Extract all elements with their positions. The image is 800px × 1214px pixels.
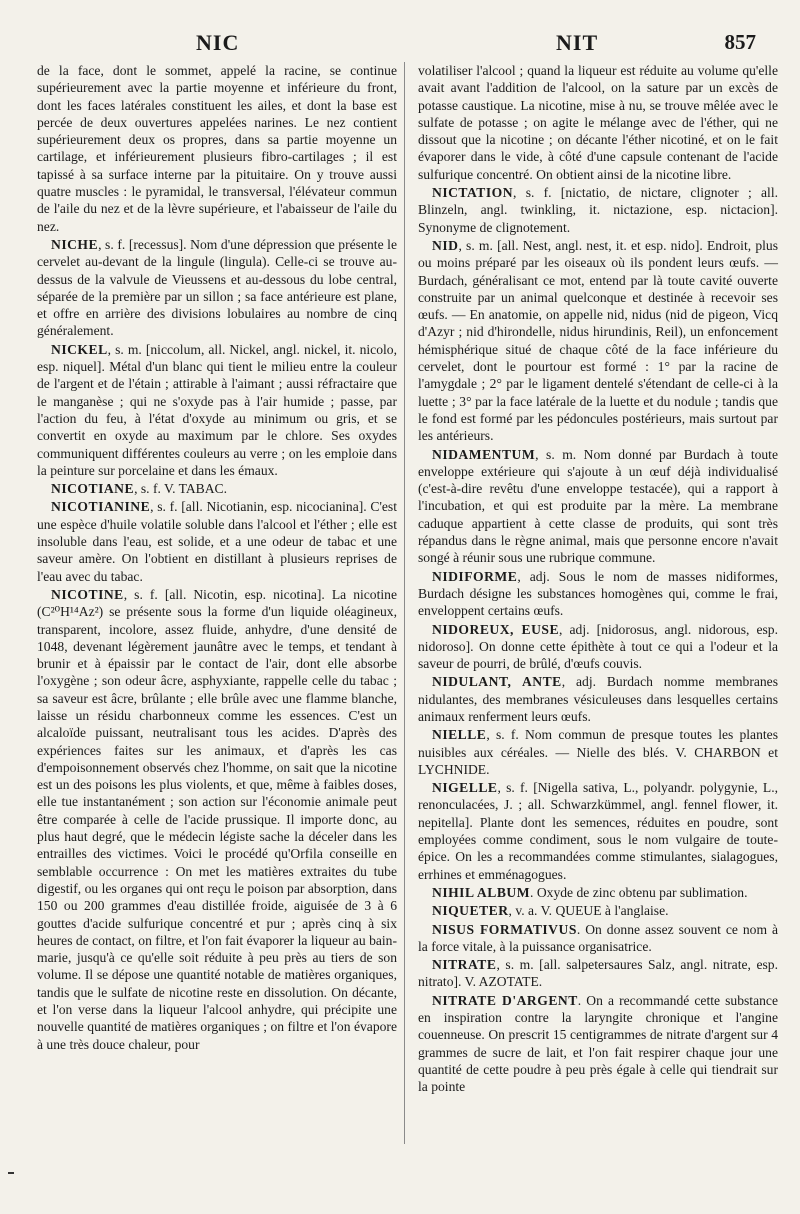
entry-text: , s. f. [nictatio, de nictare, clignoter ; all. Blinzeln, angl. twinkling, it. nictazione, esp. nictacion]. Synonyme de clignotement.: [418, 185, 778, 235]
entry: [37, 236, 397, 340]
right-column: [418, 62, 778, 1097]
entry: [418, 621, 778, 673]
entry-headword: NIHIL ALBUM: [432, 884, 531, 900]
entry-text: , s. f. [all. Nicotin, esp. nicotina]. La nicotine (C²⁰H¹⁴Az²) se présente sous la forme d'un liquide oléagineux, transparent, incolore, assez fluide, anhydre, d'une densité de 1048, devenant légèrement jaunâtre avec le temps, et tendant à brunir et à épaissir par le contact de l'air, dont elle absorbe l'oxygène ; son odeur âcre, asphyxiante, rappelle celle du tabac ; sa saveur est âcre, brûlante ; elle brûle avec une flamme blanche, laisse un résidu charbonneux comme les essences. C'est un alcaloïde puissant, neutralisant tous les acides. D'après des expériences faites sur les animaux, et d'après les cas d'empoisonnement observés chez l'homme, on sait que la nicotine est un des poisons les plus violents, et que, même à faibles doses, elle tue instantanément ; son action sur l'économie animale peut être comparée à celle de l'acide prussique. Il importe donc, au plus haut degré, que le médecin légiste sache la déceler dans les entrailles des victimes. Voici le procédé qu'Orfila conseille en semblable occurrence : On met les matières extraites du tube digestif, ou les organes qui ont reçu le poison par absorption, dans 150 ou 200 grammes d'eau distillée froide, aiguisée de 3 à 6 gouttes d'acide sulfurique concentré et pur ; après cinq à six heures de contact, on filtre, et l'on fait évaporer la liqueur au bain-marie, jusqu'à ce qu'elle soit réduite à peu près au tiers de son volume. Il se dépose une quantité notable de matières organiques, tandis que le sulfate de nicotine reste en dissolution. On décante, et l'on verse dans la liqueur l'alcool anhydre, qui précipite une nouvelle quantité de matières organiques ; on filtre et l'on évapore à une très douce chaleur, pour: [37, 586, 397, 1052]
entry-text: , s. f. [recessus]. Nom d'une dépression que présente le cervelet au-devant de la lingule (lingula). Celle-ci se trouve au-dessus de la valvule de Vieussens et au-dessous du lobe central, séparée de la première par un sillon ; sa face antérieure est plane, et offre en arrière des divisions lobulaires au nombre de cinq généralement.: [37, 236, 397, 339]
entry-headword: NIDAMENTUM: [432, 446, 536, 462]
entry-headword: NICHE: [51, 236, 99, 252]
entry: [418, 992, 778, 1096]
entry-headword: NICTATION: [432, 185, 514, 201]
entry: [418, 902, 778, 919]
entry-text: , s. m. [all. Nest, angl. nest, it. et esp. nido]. Endroit, plus ou moins préparé par les oiseaux où ils pondent leurs œufs. — Burdach, généralisant ce mot, entend par là toute cavité ouverte construite par un animal quelconque et destinée à recevoir ses œufs. — En anatomie, on appelle nid, nidus (nid de pigeon, Vicq d'Azyr ; nid d'hirondelle, nidus hirundinis, Reil), un enfoncement hémisphérique situé de chaque côté de la face inférieure du cervelet, dont le pourtour est formé : 1° par la racine de l'amygdale ; 2° par le ligament dentelé s'étendant de celle-ci à la luette ; 3° par la face latérale de la luette et du nodule ; tandis que le fond est formé par les pédoncules postérieurs, mais surtout par les antérieurs.: [418, 237, 778, 444]
running-head-left: NIC: [196, 30, 240, 55]
entry-text: , s. f. [Nigella sativa, L., polyandr. polygynie, L., renonculacées, J. ; all. Schwarzkümmel, angl. fennel flower, it. nepitella]. Plante dont les semences, réduites en poudre, sont employées comme condiment, sous le nom vulgaire de toute-épice. On les a recommandées comme stimulantes, sialagogues, errhines et emménagogues.: [418, 780, 778, 882]
entry: [418, 779, 778, 883]
entry-text: , v. a. V. QUEUE à l'anglaise.: [508, 903, 669, 919]
column-divider: [404, 62, 405, 1144]
entry: [418, 446, 778, 567]
entry: [418, 884, 778, 901]
entry-text: , adj. [nidorosus, angl. nidorous, esp. nidoroso]. On donne cette épithète à tout ce qui a l'odeur et la saveur de pourri, de brûlé, d'œufs couvis.: [418, 621, 778, 672]
entry-headword: NISUS FORMATIVUS: [432, 921, 577, 937]
entry-text: de la face, dont le sommet, appelé la racine, se continue supérieurement avec la partie moyenne et inférieure du front, dont les faces latérales constituent les ailes, et dont la base est percée de deux ouvertures appelées narines. Le nez contient supérieurement deux os propres, dans sa partie moyenne un cartilage, et inférieurement plusieurs fibro-cartilages ; il est tapissé à sa surface interne par la pituitaire. On y trouve aussi quatre muscles : le pyramidal, le transversal, l'élévateur commun de l'aile du nez et de la lèvre supérieure, et l'abaisseur de l'aile du nez.: [37, 63, 397, 234]
entry-text: , s. m. Nom donné par Burdach à toute enveloppe extérieure qui s'ajoute à un œuf déjà individualisé (c'est-à-dire revêtu d'une enveloppe testacée), qui a rapport à l'incubation, et qui est produite par la mère. La membrane caduque appartient à cette classe de produits, qui sont très répandus dans le règne animal, mais que personne encore n'avait songé à réunir sous une rubrique commune.: [418, 446, 778, 566]
entry: [418, 673, 778, 725]
entry-headword: NID: [432, 237, 459, 253]
entry-headword: NIQUETER: [432, 903, 509, 919]
entry: [418, 726, 778, 778]
entry: [418, 568, 778, 620]
entry-headword: NIDULANT, ANTE: [432, 674, 562, 690]
entry-text: , s. f. Nom commun de presque toutes les plantes nuisibles aux céréales. — Nielle des blés. V. CHARBON et LYCHNIDE.: [418, 727, 778, 777]
margin-mark: [8, 1172, 14, 1174]
entry-headword: NICOTINE: [51, 586, 124, 602]
entry-text: , s. m. [niccolum, all. Nickel, angl. nickel, it. nicolo, esp. niquel]. Métal d'un blanc qui tient le milieu entre la couleur de l'argent et de l'étain ; attirable à l'aimant ; aussi réfractaire que le manganèse ; qui ne s'oxyde pas à l'air humide ; passe, par l'action du feu, à l'état d'oxyde au minimum ou gris, et se convertit en oxyde au maximum par le chlore. Ses oxydes communiquent différentes couleurs au verre ; on les emploie dans la peinture sur porcelaine et dans les émaux.: [37, 341, 397, 478]
entry-text: . Oxyde de zinc obtenu par sublimation.: [530, 884, 748, 900]
entry: [37, 586, 397, 1053]
entry-text: , s. f. [all. Nicotianin, esp. nicocianina]. C'est une espèce d'huile volatile soluble dans l'alcool et l'éther ; elle est insoluble dans l'eau, est solide, et a une odeur de tabac et une saveur amère. On l'obtient en distillant à plusieurs reprises de l'eau avec du tabac.: [37, 499, 397, 584]
entry-headword: NITRATE: [432, 957, 497, 973]
entry-continuation: [37, 62, 397, 235]
entry-headword: NICKEL: [51, 341, 108, 357]
entry-text: , s. f. V. TABAC.: [134, 481, 228, 497]
left-column: [37, 62, 397, 1054]
entry-continuation: [418, 62, 778, 183]
entry: [37, 480, 397, 497]
entry-headword: NIGELLE: [432, 780, 498, 796]
entry-headword: NITRATE D'ARGENT: [432, 992, 578, 1008]
page-number: 857: [724, 30, 756, 54]
entry-headword: NIDOREUX, EUSE: [432, 621, 560, 637]
entry: [418, 184, 778, 236]
entry: [37, 341, 397, 479]
entry-headword: NICOTIANINE: [51, 499, 151, 515]
entry: [418, 921, 778, 956]
entry-headword: NICOTIANE: [51, 481, 135, 497]
entry: [37, 498, 397, 584]
entry-text: , adj. Burdach nomme membranes nidulantes, des membranes vésiculeuses dans lesquelles certains animaux renferment leurs œufs.: [418, 674, 778, 724]
entry: [418, 237, 778, 445]
entry-headword: NIDIFORME: [432, 568, 518, 584]
entry-headword: NIELLE: [432, 727, 487, 743]
entry-text: . On a recommandé cette substance en inspiration contre la laryngite chronique et l'angine couenneuse. On prescrit 15 centigrammes de nitrate d'argent sur 4 grammes de sucre de lait, et l'on fait respirer chaque jour une quantité de cette poudre à peu près égale à celle qui tiendrait sur la pointe: [418, 992, 778, 1095]
entry-text: . On donne assez souvent ce nom à la force vitale, à la puissance organisatrice.: [418, 921, 779, 954]
entry-text: volatiliser l'alcool ; quand la liqueur est réduite au volume qu'elle avait avant l'addition de l'alcool, on la sature par un excès de potasse caustique. La nicotine, mise à nu, se trouve mêlée avec le sulfate de potasse ; on agite le mélange avec de l'éther, qui ne dissout que la nicotine ; on décante l'éther nicotiné, et on le fait évaporer dans le vide, à côté d'une capsule contenant de l'acide sulfurique concentré. On obtient ainsi de la nicotine libre.: [418, 63, 778, 182]
running-head-right: NIT: [556, 30, 599, 55]
entry-text: , s. m. [all. salpetersaures Salz, angl. nitrate, esp. nitrato]. V. AZOTATE.: [418, 957, 778, 990]
entry: [418, 956, 778, 991]
entry-text: , adj. Sous le nom de masses nidiformes, Burdach désigne les substances homogènes qui, comme le frai, enveloppent certains œufs.: [418, 568, 778, 619]
